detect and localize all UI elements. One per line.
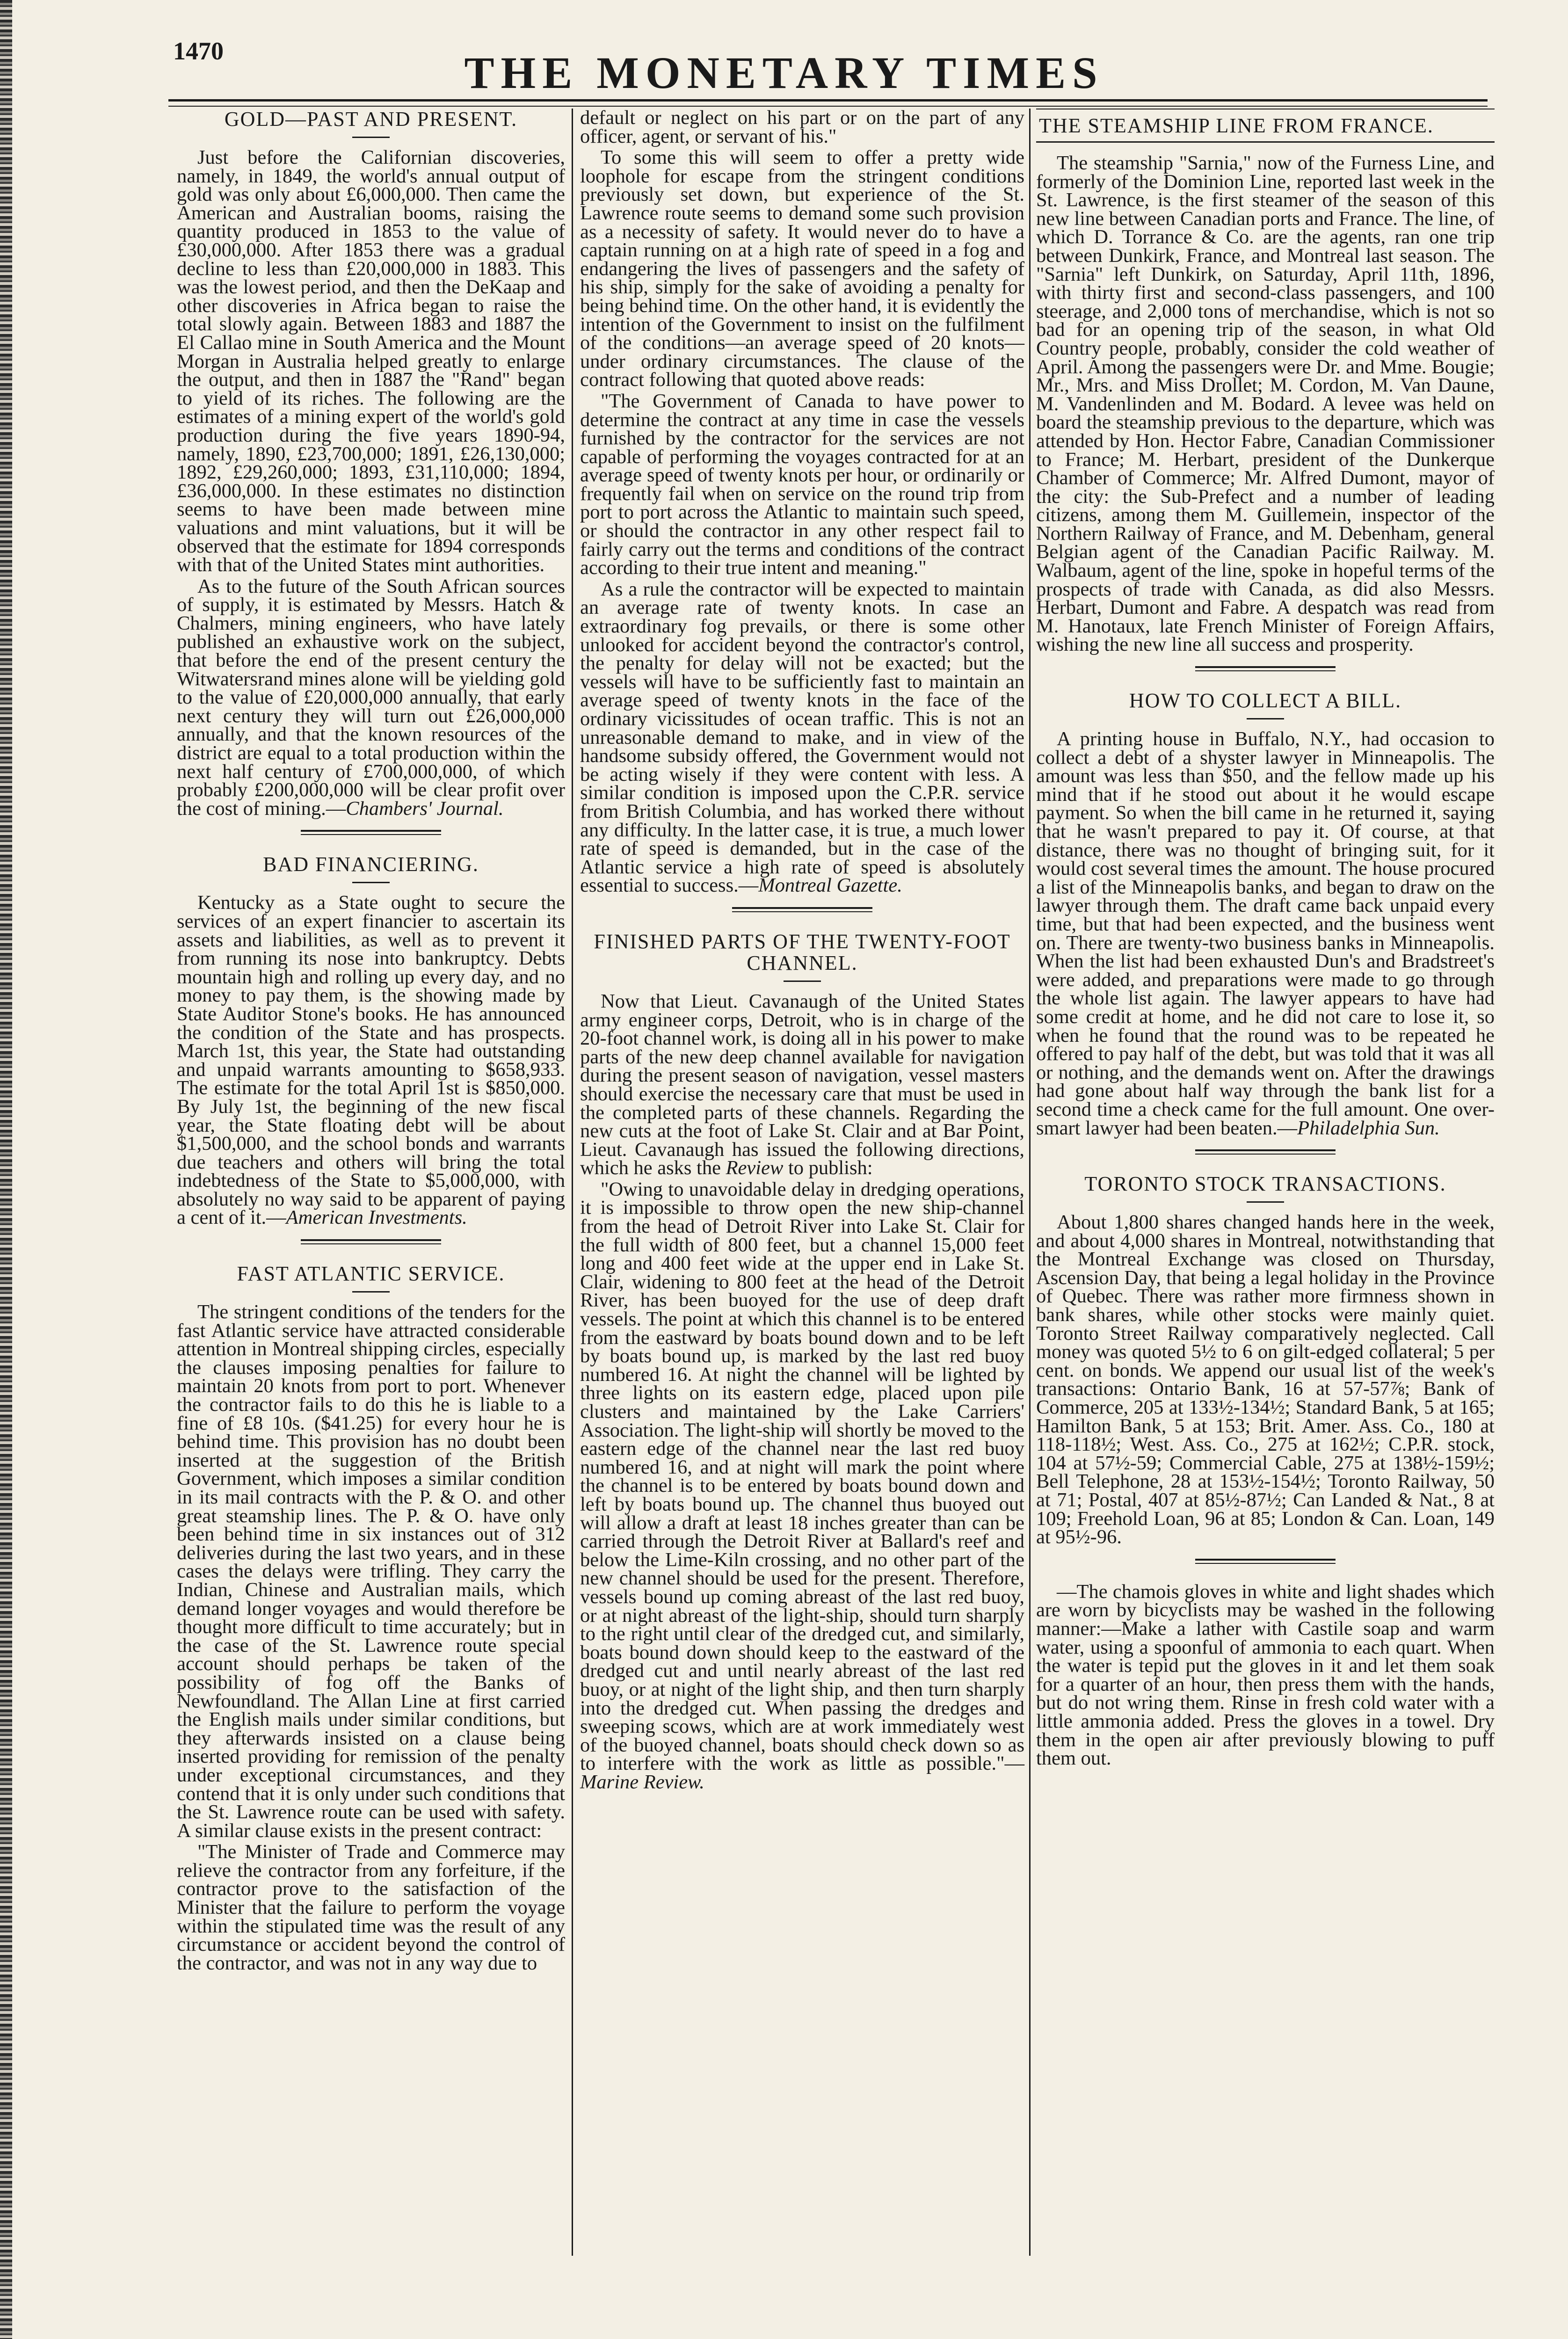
source-credit: Montreal Gazette. — [758, 874, 902, 897]
source-credit: Philadelphia Sun. — [1297, 1117, 1440, 1139]
title-rule — [1247, 718, 1284, 719]
article-title: FAST ATLANTIC SERVICE. — [237, 1262, 505, 1286]
masthead: THE MONETARY TIMES — [464, 48, 1104, 98]
article-title: TORONTO STOCK TRANSACTIONS. — [1084, 1172, 1446, 1196]
source-credit: American Investments. — [286, 1206, 467, 1229]
column-left — [177, 109, 565, 2256]
source-credit: Marine Review. — [580, 1771, 704, 1793]
title-rule — [352, 1291, 390, 1293]
paragraph: default or neglect on his part or on the part of any officer, agent, or servant of his." — [580, 107, 1024, 147]
paragraph: —The chamois gloves in white and light shades which are worn by bicyclists may be washed in the following manner:—Make a lather with Castile soap and warm water, using a spoonful of ammonia to each quart. When the water is tepid put the gloves in it and let them soak for a quarter of an hour, then press them with the hands, but do not wring them. Rinse in fresh cold water with a little ammonia added. Press the gloves in a towel. Dry them in the open air after previously blowing to puff them out. — [1036, 1580, 1495, 1770]
column-middle — [580, 109, 1024, 2256]
column-right — [1036, 109, 1495, 2256]
section-separator — [1195, 1149, 1336, 1155]
article-title: GOLD—PAST AND PRESENT. — [224, 108, 518, 131]
paragraph: Just before the Californian discoveries, namely, in 1849, the world's annual output of gold was only about £6,000,000. Then came the American and Australian booms, raising the quantity produced in 1853 to the value of £30,000,000. After 1853 there was a gradual decline to less than £20,000,000 in 1883. This was the lowest period, and then the DeKaap and other discoveries in Africa began to raise the total slowly again. Between 1883 and 1887 the El Callao mine in South America and the Mount Morgan in Australia helped greatly to enlarge the output, and then in 1887 the "Rand" began to yield of its riches. The following are the estimates of a mining expert of the world's gold production during the five years 1890-94, namely, 1890, £23,700,000; 1891, £26,130,000; 1892, £29,260,000; 1893, £31,110,000; 1894, £36,000,000. In these estimates no distinction seems to have been made between mine valuations and mint valuations, but it will be observed that the estimate for 1894 corresponds with that of the United States mint authorities. — [177, 146, 565, 576]
paragraph: "The Minister of Trade and Commerce may relieve the contractor from any forfeiture, if the contractor prove to the satisfaction of the Minister that the failure to perform the voyage within the stipulated time was the result of any circumstance or accident beyond the control of the contractor, and was not in any way due to — [177, 1841, 565, 1974]
paragraph: "Owing to unavoidable delay in dredging operations, it is impossible to throw open the new ship-channel from the head of Detroit River into Lake St. Clair for the full width of 800 feet, but a channel 15,000 feet long and 400 feet wide at the upper end in Lake St. Clair, widening to 800 feet at the head of the Detroit River, has been buoyed for the use of deep draft vessels. The point at which this channel is to be entered from the eastward by boats bound down and to be left by boats bound up, is marked by the last red buoy numbered 16. At night the channel will be lighted by three lights on its eastern edge, placed upon pile clusters and maintained by the Lake Carriers' Association. The light-ship will shortly be moved to the eastern edge of the channel near the last red buoy numbered 16, and at night will mark the point where the channel is to be entered by boats bound down and left by boats bound up. The channel thus buoyed out will allow a draft at least 18 inches greater than can be carried through the Detroit River at Ballard's reef and below the Lime-Kiln crossing, and no other part of the new channel should be used for the present. Therefore, vessels bound up coming abreast of the last red buoy, or at night abreast of the light-ship, should turn sharply to the right until clear of the dredged cut, and similarly, boats bound down should keep to the eastward of the dredged cut and until nearly abreast of the last red buoy, or at night of the light ship, and then turn sharply into the dredged cut. When passing the dredges and sweeping scows, which are at work immediately west of the buoyed channel, boats should check down so as to interfere with the work as little as possible."—Marine Review. — [580, 1178, 1024, 1793]
paragraph: To some this will seem to offer a pretty wide loophole for escape from the stringent conditions previously set down, but experience of the St. Lawrence route seems to demand some such provision as a necessity of safety. It would never do to have a captain running on at a high rate of speed in a fog and endangering the lives of passengers and the safety of his ship, simply for the sake of avoiding a penalty for being behind time. On the other hand, it is evidently the intention of the Government to insist on the fulfilment of the conditions—an average speed of 20 knots—under ordinary circumstances. The clause of the contract following that quoted above reads: — [580, 146, 1024, 391]
column-rule — [1029, 109, 1031, 2256]
paragraph: As a rule the contractor will be expected to maintain an average rate of twenty knots. In case an extraordinary fog prevails, or there is some other unlooked for accident beyond the contractor's control, the penalty for delay will not be exacted; but the vessels will have to be sufficiently fast to maintain an average speed of twenty knots in the face of the ordinary vicissitudes of ocean traffic. This is not an unreasonable demand to make, and in view of the handsome subsidy offered, the Government would not be acting wisely if they were content with less. A similar condition is imposed upon the C.P.R. service from British Columbia, and has worked there without any difficulty. In the latter case, it is true, a much lower rate of speed is demanded, but in the case of the Atlantic service a high rate of speed is absolutely essential to success.—Montreal Gazette. — [580, 578, 1024, 897]
title-rule — [352, 882, 390, 883]
section-separator — [1195, 666, 1336, 671]
source-credit: Chambers' Journal. — [346, 797, 504, 820]
title-rule — [784, 981, 821, 982]
section-separator — [301, 1239, 441, 1244]
header-rule — [168, 99, 1488, 102]
section-separator — [732, 907, 872, 912]
section-separator — [1195, 1559, 1336, 1564]
paragraph: A printing house in Buffalo, N.Y., had occasion to collect a debt of a shyster lawyer in Minneapolis. The amount was less than $50, and the fellow made up his mind that if he stood out about it he would escape payment. So when the bill came in he returned it, saying that he wasn't prepared to pay it. Of course, at that distance, there was no thought of bringing suit, for it would cost several times the amount. The house procured a list of the Minneapolis banks, and began to draw on the lawyer through them. The draft came back unpaid every time, but that had been expected, and the business went on. There are twenty-two business banks in Minneapolis. When the list had been exhausted Dun's and Bradstreet's were added, and preparations were made to go through the whole list again. The lawyer appears to have had some credit at home, and he did not care to lose it, so when he found that the round was to be repeated he offered to pay half of the debt, but was told that it was all or nothing, and the demands went on. After the drawings had gone about half way through the bank list for a second time a check came for the full amount. One over-smart lawyer had been beaten.—Philadelphia Sun. — [1036, 728, 1495, 1139]
column-rule — [572, 109, 573, 2256]
section-separator — [301, 830, 441, 835]
paragraph: "The Government of Canada to have power to determine the contract at any time in case the vessels furnished by the contractor for the services are not capable of performing the voyages contracted for at an average speed of twenty knots per hour, or ordinarily or frequently fail when on service on the round trip from port to port across the Atlantic to maintain such speed, or should the contractor in any other respect fail to fairly carry out the terms and conditions of the contract according to their true intent and meaning." — [580, 390, 1024, 579]
page-number: 1470 — [173, 37, 224, 65]
article-title: BAD FINANCIERING. — [263, 853, 479, 876]
paragraph: As to the future of the South African sources of supply, it is estimated by Messrs. Hatch & Chalmers, mining engineers, who have lately published an exhaustive work on the subject, that before the end of the present century the Witwatersrand mines alone will be yielding gold to the value of £20,000,000 annually, that early next century they will turn out £26,000,000 annually, and that the known resources of the district are equal to a total production within the next half century of £700,000,000, of which probably £200,000,000 will be clear profit over the cost of mining.—Chambers' Journal. — [177, 575, 565, 820]
title-rule — [352, 137, 390, 138]
paragraph: The stringent conditions of the tenders for the fast Atlantic service have attracted considerable attention in Montreal shipping circles, especially the clauses imposing penalties for failure to maintain 20 knots from port to port. Whenever the contractor fails to do this he is liable to a fine of £8 10s. ($41.25) for every hour he is behind time. This provision has no doubt been inserted at the suggestion of the British Government, which imposes a similar condition in its mail contracts with the P. & O. and other great steamship lines. The P. & O. have only been behind time in six instances out of 312 deliveries during the last two years, and in these cases the delays were trifling. They carry the Indian, Chinese and Australian mails, which demand longer voyages and would therefore be thought more difficult to time accurately; but in the case of the St. Lawrence route special account should perhaps be taken of the possibility of fog off the Banks of Newfoundland. The Allan Line at first carried the English mails under similar conditions, but they afterwards insisted on a clause being inserted providing for remission of the penalty under exceptional circumstances, and they contend that it is only under such conditions that the St. Lawrence route can be used with safety. A similar clause exists in the present contract: — [177, 1301, 565, 1842]
article-title: THE STEAMSHIP LINE FROM FRANCE. — [1036, 109, 1495, 143]
paragraph: Now that Lieut. Cavanaugh of the United States army engineer corps, Detroit, who is in charge of the 20-foot channel work, is doing all in his power to make parts of the new deep channel available for navigation during the present season of navigation, vessel masters should exercise the necessary care that must be used in the completed parts of these channels. Regarding the new cuts at the foot of Lake St. Clair and at Bar Point, Lieut. Cavanaugh has issued the following directions, which he asks the Review to publish: — [580, 990, 1024, 1179]
paragraph: About 1,800 shares changed hands here in the week, and about 4,000 shares in Montreal, notwithstanding that the Montreal Exchange was closed on Thursday, Ascension Day, that being a legal holiday in the Province of Quebec. There was rather more firmness shown in bank shares, while other stocks were mainly quiet. Toronto Street Railway comparatively neglected. Call money was quoted 5½ to 6 on gilt-edged collateral; 5 per cent. on bonds. We append our usual list of the week's transactions: Ontario Bank, 16 at 57-57⅞; Bank of Commerce, 205 at 133½-134½; Standard Bank, 5 at 165; Hamilton Bank, 5 at 153; Brit. Amer. Ass. Co., 180 at 118-118½; West. Ass. Co., 275 at 162½; C.P.R. stock, 104 at 57½-59; Commercial Cable, 275 at 138½-159½; Bell Telephone, 28 at 153½-154½; Toronto Railway, 50 at 71; Postal, 407 at 85½-87½; Can Landed & Nat., 8 at 109; Freehold Loan, 96 at 85; London & Can. Loan, 149 at 95½-96. — [1036, 1211, 1495, 1548]
article-title: FINISHED PARTS OF THE TWENTY-FOOT CHANNEL. — [594, 930, 1011, 974]
title-rule — [1247, 1201, 1284, 1203]
paragraph: The steamship "Sarnia," now of the Furness Line, and formerly of the Dominion Line, reported last week in the St. Lawrence, is the first steamer of the season of this new line between Canadian ports and France. The line, of which D. Torrance & Co. are the agents, ran one trip between Dunkirk, France, and Montreal last season. The "Sarnia" left Dunkirk, on Saturday, April 11th, 1896, with thirty first and second-class passengers, and 100 steerage, and 2,000 tons of merchandise, which is not so bad for an opening trip of the season, in what Old Country people, probably, consider the cold weather of April. Among the passengers were Dr. and Mme. Bougie; Mr., Mrs. and Miss Drollet; M. Cordon, M. Van Daune, M. Vandenlinden and M. Bodard. A levee was held on board the steamship previous to the departure, which was attended by Hon. Hector Fabre, Canadian Commissioner to France; M. Herbart, president of the Dunkerque Chamber of Commerce; Mr. Alfred Dumont, mayor of the city: the Sub-Prefect and a number of leading citizens, among them M. Guillemein, inspector of the Northern Railway of France, and M. Debenham, general Belgian agent of the Canadian Pacific Railway. M. Walbaum, agent of the line, spoke in hopeful terms of the prospects of trade with Canada, as did also Messrs. Herbart, Dumont and Fabre. A despatch was read from M. Hanotaux, late French Minister of Foreign Affairs, wishing the new line all success and prosperity. — [1036, 152, 1495, 656]
article-title: HOW TO COLLECT A BILL. — [1129, 689, 1402, 712]
publication-name: Review — [726, 1157, 784, 1179]
paragraph: Kentucky as a State ought to secure the services of an expert financier to ascertain its assets and liabilities, as well as to prevent it from running its nose into bankruptcy. Debts mountain high and rolling up every day, and no money to pay them, is the showing made by State Auditor Stone's books. He has announced the condition of the State and has prospects. March 1st, this year, the State had outstanding and unpaid warrants amounting to $658,933. The estimate for the total April 1st is $850,000. By July 1st, the beginning of the new fiscal year, the State floating debt will be about $1,500,000, and the school bonds and warrants due teachers and others will bring the total indebtedness of the State to $5,000,000, with absolutely no way said to be apparent of paying a cent of it.—American Investments. — [177, 892, 565, 1229]
binding-edge — [0, 0, 12, 2339]
